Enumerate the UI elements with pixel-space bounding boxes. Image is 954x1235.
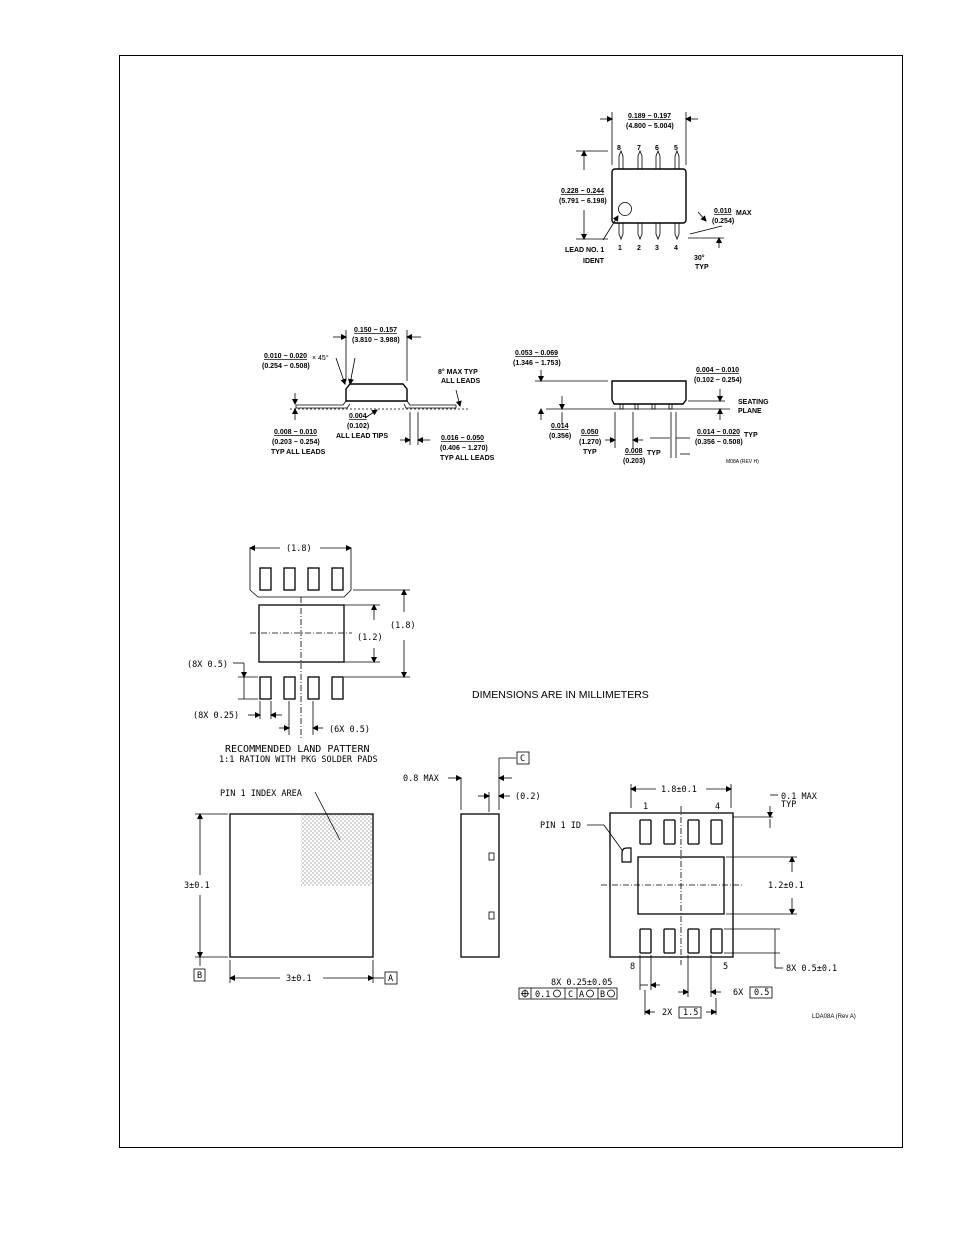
side-ft-lbl: TYP ALL LEADS: [440, 455, 495, 462]
so8-top-view: [576, 112, 724, 248]
front-g-in: 0.008: [625, 448, 643, 455]
so8-max-in: 0.010: [714, 208, 732, 215]
land-pitch: (6X 0.5): [329, 725, 370, 735]
front-w-mm: (0.356 − 0.508): [695, 439, 743, 446]
llp-span-value: 1.5: [683, 1008, 699, 1018]
llp-body-width: 1.8±0.1: [661, 785, 697, 795]
so8-max-word: MAX: [736, 210, 752, 217]
front-w-typ: TYP: [744, 432, 758, 439]
so8-drawing-code: M08A (REV H): [726, 459, 759, 465]
lead1-ident-l1: LEAD NO. 1: [565, 247, 605, 254]
llp-terminal-thk: (0.2): [515, 792, 541, 802]
side-ch-in: 0.010 − 0.020: [264, 353, 308, 360]
land-height: (1.8): [390, 621, 416, 631]
so8-side-view: [290, 330, 470, 445]
pin1-id-label: PIN 1 ID: [540, 821, 581, 831]
fcf-datum-b: B: [600, 990, 606, 1000]
land-width: (1.8): [286, 544, 312, 554]
front-so-mm: (0.102 − 0.254): [694, 377, 742, 384]
front-g-typ: TYP: [647, 450, 661, 457]
side-ft-mm: (0.406 − 1.270): [440, 445, 488, 452]
datum-b: B: [197, 971, 203, 981]
land-pattern: [233, 548, 410, 740]
so8-pin-3: 3: [655, 245, 659, 252]
llp-body-height: 1.2±0.1: [768, 881, 804, 891]
side-tip-lbl: ALL LEAD TIPS: [336, 433, 388, 440]
side-ch-mm: (0.254 − 0.508): [262, 363, 310, 370]
llp-pin-4: 4: [715, 802, 721, 812]
front-seat1: SEATING: [738, 399, 769, 406]
side-th-lbl: TYP ALL LEADS: [271, 449, 326, 456]
side-w-mm: (3.810 − 3.988): [352, 337, 400, 344]
land-pad-width: (8X 0.25): [193, 711, 240, 721]
front-w-in: 0.014 − 0.020: [697, 429, 741, 436]
llp-pitch-value: 0.5: [754, 988, 770, 998]
side-th-mm: (0.203 − 0.254): [272, 439, 320, 446]
side-ang1: 8° MAX TYP: [438, 369, 478, 376]
pin1-index-area: PIN 1 INDEX AREA: [220, 789, 302, 799]
front-h-in: 0.053 − 0.069: [515, 350, 559, 357]
llp-top-view: [195, 792, 384, 983]
units-note: DIMENSIONS ARE IN MILLIMETERS: [472, 689, 649, 701]
llp-span-label: 2X: [662, 1008, 673, 1018]
llp-max-typ: TYP: [781, 800, 797, 810]
side-w-in: 0.150 − 0.157: [354, 327, 398, 334]
so8-pin-4: 4: [674, 245, 678, 252]
llp-pad-length: 8X 0.5±0.1: [786, 964, 838, 974]
front-p-mm: (1.270): [579, 439, 602, 446]
so8-height-in: 0.228 − 0.244: [561, 188, 605, 195]
front-s-mm: (0.356): [549, 433, 572, 440]
so8-angle-typ: TYP: [695, 264, 709, 271]
llp-thickness: 0.8 MAX: [403, 774, 439, 784]
land-pad-height: (1.2): [357, 633, 383, 643]
llp-drawing-code: LDA08A (Rev A): [812, 1014, 856, 1020]
fcf-datum-a: A: [579, 990, 585, 1000]
llp-pin-8: 8: [630, 962, 636, 972]
lead1-ident-l2: IDENT: [583, 258, 604, 265]
so8-angle: 30°: [694, 255, 705, 262]
front-h-mm: (1.346 − 1.753): [513, 360, 561, 367]
datum-c: C: [520, 754, 526, 764]
front-seat2: PLANE: [738, 408, 762, 415]
front-so-in: 0.004 − 0.010: [696, 367, 740, 374]
so8-pin-7: 7: [637, 145, 641, 152]
so8-height-mm: (5.791 − 6.198): [559, 198, 607, 205]
so8-pin-6: 6: [655, 145, 659, 152]
datum-a: A: [388, 974, 394, 984]
side-ang2: ALL LEADS: [441, 378, 481, 385]
side-tip-mm: (0.102): [347, 423, 370, 430]
side-ft-in: 0.016 − 0.050: [441, 435, 485, 442]
fcf-tolerance: 0.1: [535, 990, 551, 1000]
so8-pin-8: 8: [617, 145, 621, 152]
side-th-in: 0.008 − 0.010: [274, 429, 318, 436]
front-p-in: 0.050: [581, 429, 599, 436]
so8-pin-2: 2: [637, 245, 641, 252]
llp-width: 3±0.1: [286, 974, 312, 984]
llp-side-view: [448, 758, 516, 957]
side-tip-in: 0.004: [349, 413, 367, 420]
so8-top-pins: [619, 151, 679, 239]
llp-pad-width: 8X 0.25±0.05: [551, 978, 613, 988]
land-subtitle: 1:1 RATION WITH PKG SOLDER PADS: [219, 755, 378, 765]
llp-max: 0.1 MAX: [781, 792, 817, 802]
llp-height: 3±0.1: [184, 881, 210, 891]
so8-width-mm: (4.800 − 5.004): [626, 123, 674, 130]
fcf-datum-c: C: [568, 990, 574, 1000]
so8-pin-1: 1: [618, 245, 622, 252]
land-title: RECOMMENDED LAND PATTERN: [225, 744, 370, 755]
llp-pin-5: 5: [723, 962, 729, 972]
so8-pin-5: 5: [674, 145, 678, 152]
llp-pitch-label: 6X: [733, 988, 744, 998]
front-g-mm: (0.203): [623, 458, 646, 465]
so8-max-mm: (0.254): [712, 218, 735, 225]
front-p-typ: TYP: [583, 449, 597, 456]
so8-width-in: 0.189 − 0.197: [628, 113, 672, 120]
land-pad-length: (8X 0.5): [187, 660, 228, 670]
llp-pin-1: 1: [643, 802, 649, 812]
side-ch-x45: × 45°: [312, 355, 329, 362]
front-s-in: 0.014: [551, 423, 569, 430]
